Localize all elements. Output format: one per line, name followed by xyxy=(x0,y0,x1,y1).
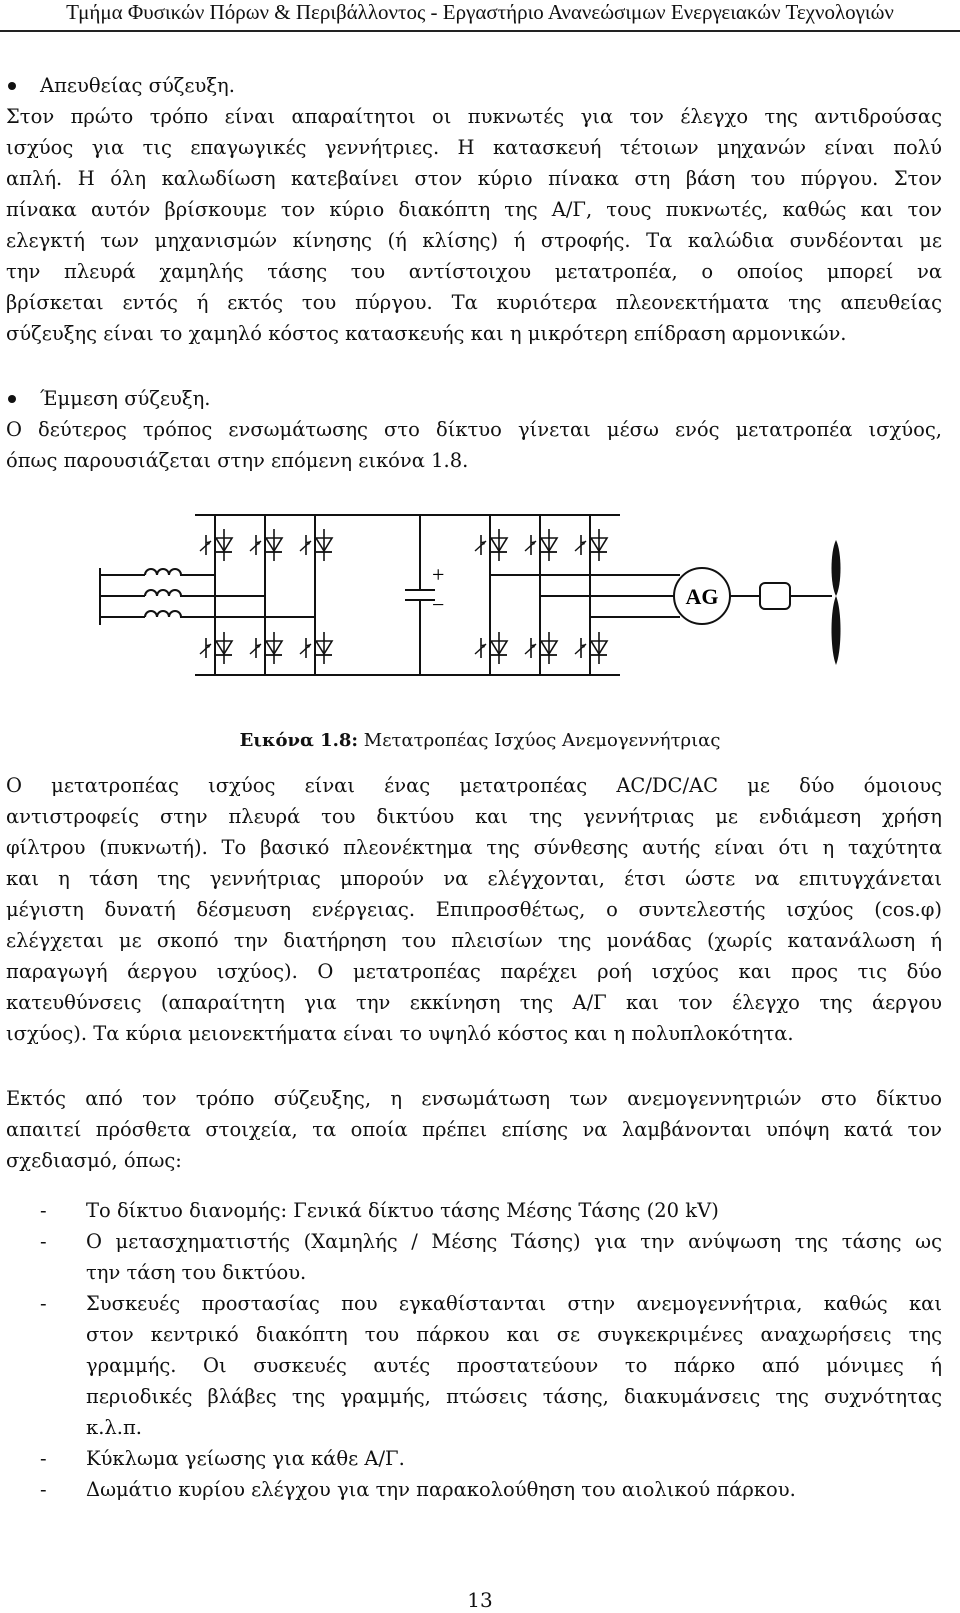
bullet-dot xyxy=(8,82,16,90)
extra-elements-paragraph xyxy=(6,1083,942,1176)
text-line: στον κεντρικό διακόπτη του πάρκου και σε συγκεκριμένες αναχωρήσεις της xyxy=(86,1323,942,1346)
dash-marker: - xyxy=(40,1292,47,1315)
page-number: 13 xyxy=(467,1588,493,1612)
header-rule xyxy=(0,30,960,32)
figure-caption-number: Εικόνα 1.8: xyxy=(239,730,359,751)
text-line: απαιτεί πρόσθετα στοιχεία, τα οποία πρέπει επίσης να λαμβάνονται υπόψη κατά τον xyxy=(6,1118,942,1141)
text-line: ελέγχεται με σκοπό την διατήρηση του πλεισίων της μονάδας (χωρίς κατανάλωση ή xyxy=(6,929,942,952)
figure-caption xyxy=(0,730,960,751)
text-line: Το δίκτυο διανομής: Γενικά δίκτυο τάσης Μέσης Τάσης (20 kV) xyxy=(86,1199,719,1222)
text-line: Εκτός από τον τρόπο σύζευξης, η ενσωμάτωση των ανεμογεννητριών στο δίκτυο xyxy=(6,1087,942,1110)
text-line: βρίσκεται εντός ή εκτός του πύργου. Τα κυριότερα πλεονεκτήματα της απευθείας xyxy=(6,291,942,314)
text-line: Στον πρώτο τρόπο είναι απαραίτητοι οι πυκνωτές για τον έλεγχο της αντιδρούσας xyxy=(6,105,942,128)
bullet-indirect-label: Έμμεση σύζευξη. xyxy=(40,387,211,410)
dash-marker: - xyxy=(40,1478,47,1501)
generator-side-inverter xyxy=(480,515,680,675)
rotor-blade-icon xyxy=(832,540,841,665)
dc-minus-label: − xyxy=(432,592,445,617)
bullet-dot xyxy=(8,395,16,403)
text-line: και η τάση της γεννήτριας μπορούν να ελέγχονται, έτσι ώστε να επιτυγχάνεται xyxy=(6,867,942,890)
page-header: Τμήμα Φυσικών Πόρων & Περιβάλλοντος - Εργαστήριο Ανανεώσιμων Ενεργειακών Τεχνολογιών xyxy=(66,0,894,24)
grid-lines xyxy=(100,568,145,625)
power-converter-diagram xyxy=(0,500,960,710)
text-line: περιοδικές βλάβες της γραμμής, πτώσεις τάσης, διακυμάνσεις της συχνότητας xyxy=(86,1385,942,1408)
bullet-direct-coupling xyxy=(40,70,235,101)
text-line: Κύκλωμα γείωσης για κάθε Α/Γ. xyxy=(86,1447,405,1470)
text-line: Ο μετατροπέας ισχύος είναι ένας μετατροπέας AC/DC/AC με δύο όμοιους xyxy=(6,774,942,797)
figure-caption-text: Μετατροπέας Ισχύος Ανεμογεννήτριας xyxy=(358,730,721,751)
text-line: κ.λ.π. xyxy=(86,1416,142,1439)
text-line: αντιστροφείς στην πλευρά του δικτύου και της γεννήτριας με ενδιάμεση χρήση xyxy=(6,805,942,828)
text-line: Δωμάτιο κυρίου ελέγχου για την παρακολούθηση του αιολικού πάρκου. xyxy=(86,1478,796,1501)
text-line: Ο δεύτερος τρόπος ενσωμάτωσης στο δίκτυο γίνεται μέσω ενός μετατροπέα ισχύος, xyxy=(6,418,942,441)
direct-coupling-paragraph xyxy=(6,101,942,349)
bullet-direct-label: Απευθείας σύζευξη. xyxy=(40,74,235,97)
generator-label: AG xyxy=(685,584,719,609)
text-line: ισχύος). Τα κύρια μειονεκτήματα είναι το υψηλό κόστος και η πολυπλοκότητα. xyxy=(6,1022,794,1045)
inductors xyxy=(145,569,195,617)
text-line: την τάση του δικτύου. xyxy=(86,1261,307,1284)
text-line: ισχύος για τις επαγωγικές γεννήτριες. Η κατασκευή τέτοιων μηχανών είναι πολύ xyxy=(6,136,942,159)
indirect-coupling-paragraph xyxy=(6,414,942,476)
text-line: σχεδιασμό, όπως: xyxy=(6,1149,182,1172)
dash-marker: - xyxy=(40,1230,47,1253)
text-line: Ο μετασχηματιστής (Χαμηλής / Μέσης Τάσης) για την ανύψωση της τάσης ως xyxy=(86,1230,942,1253)
converter-paragraph xyxy=(6,770,942,1049)
text-line: σύζευξης είναι το χαμηλό κόστος κατασκευής και η μικρότερη επίδραση αρμονικών. xyxy=(6,322,847,345)
text-line: μέγιστη δυνατή δέσμευση ενέργειας. Επιπροσθέτως, ο συντελεστής ισχύος (cos.φ) xyxy=(6,898,942,921)
gearbox-icon xyxy=(760,583,790,609)
text-line: όπως παρουσιάζεται στην επόμενη εικόνα 1.8. xyxy=(6,449,469,472)
dc-plus-label: + xyxy=(432,562,445,587)
text-line: παραγωγή άεργου ισχύος). Ο μετατροπέας παρέχει ροή ισχύος και προς τις δύο xyxy=(6,960,942,983)
bullet-indirect-coupling xyxy=(40,383,211,414)
text-line: απλή. Η όλη καλωδίωση κατεβαίνει στον κύριο πίνακα στη βάση του πύργου. Στον xyxy=(6,167,942,190)
text-line: την πλευρά χαμηλής τάσης του αντίστοιχου μετατροπέα, ο οποίος μπορεί να xyxy=(6,260,942,283)
dash-marker: - xyxy=(40,1447,47,1470)
text-line: κατευθύνσεις (απαραίτητη για την εκκίνηση της Α/Γ και τον έλεγχο της άεργου xyxy=(6,991,942,1014)
dash-marker: - xyxy=(40,1199,47,1222)
text-line: Συσκευές προστασίας που εγκαθίστανται στην ανεμογεννήτρια, καθώς και xyxy=(86,1292,942,1315)
text-line: φίλτρου (πυκνωτή). Το βασικό πλεονέκτημα της σύνθεσης αυτής είναι ότι η ταχύτητα xyxy=(6,836,942,859)
text-line: ελεγκτή των μηχανισμών κίνησης (ή κλίσης) ή στροφής. Τα καλώδια συνδέονται με xyxy=(6,229,942,252)
grid-side-inverter xyxy=(195,515,420,675)
text-line: γραμμής. Οι συσκευές αυτές προστατεύουν το πάρκο από μόνιμες ή xyxy=(86,1354,942,1377)
text-line: πίνακα αυτόν βρίσκουμε τον κύριο διακόπτη της Α/Γ, τους πυκνωτές, καθώς και τον xyxy=(6,198,942,221)
